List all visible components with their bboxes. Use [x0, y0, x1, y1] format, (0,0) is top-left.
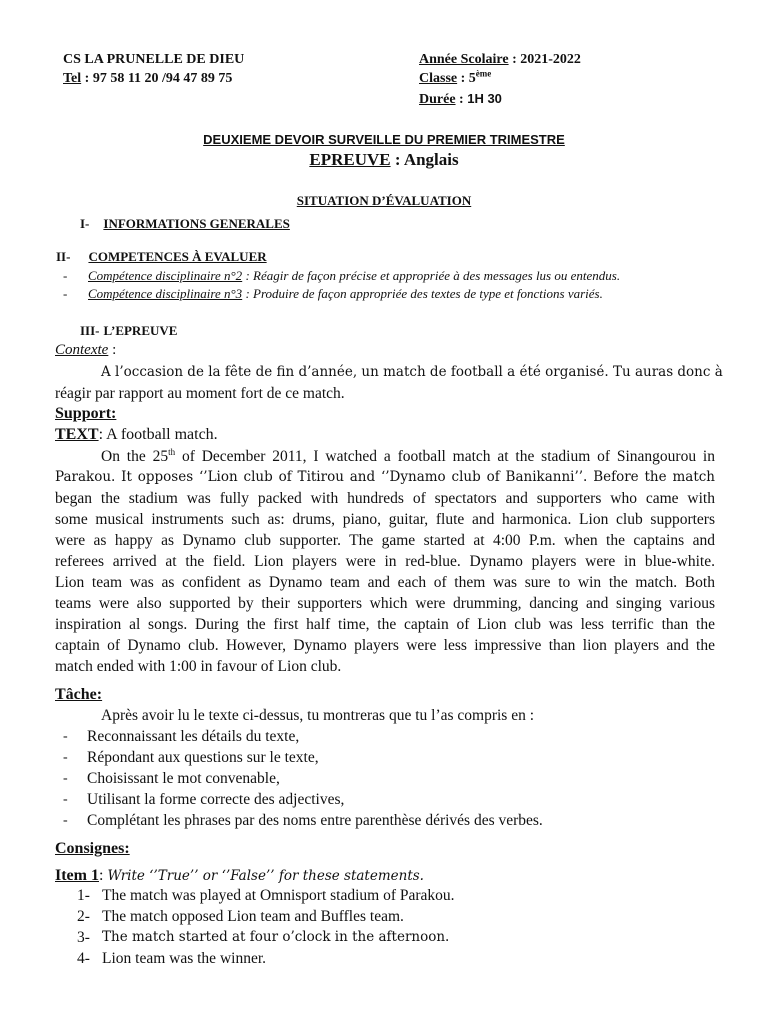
section-3-heading	[80, 323, 177, 339]
class-level	[419, 68, 492, 87]
passage-line: inspiration al songs. During the first half time, the captain of Lion club was less terrific than the	[55, 616, 715, 633]
class-label: Classe	[419, 71, 458, 86]
consignes-label: Consignes:	[55, 840, 130, 857]
tel-value: : 97 58 11 20 /94 47 89 75	[81, 71, 233, 86]
item-1-colon: :	[98, 867, 108, 884]
statement-text: The match started at four o’clock in the afternoon.	[102, 929, 450, 945]
competence-item	[88, 268, 620, 284]
school-name: CS LA PRUNELLE DE DIEU	[63, 52, 245, 67]
passage-line: match ended with 1:00 in favour of Lion club.	[55, 658, 342, 675]
duration	[419, 91, 502, 108]
text-label: TEXT	[55, 426, 99, 443]
duration-label: Durée	[419, 92, 456, 107]
competence-label: Compétence disciplinaire n°3	[88, 286, 243, 301]
passage-line: Parakou. It opposes ‘’Lion club of Titirou and ‘’Dynamo club of Banikanni’’. Before the match	[55, 469, 715, 485]
passage-line: were as happy as Dynamo club supporter. The game started at 4:00 P.m. when the captains and	[55, 532, 715, 549]
year-label: Année Scolaire	[419, 52, 509, 67]
passage-line: Lion team was as confident as Dynamo team and each of them was sure to win the match. Both	[55, 574, 715, 591]
statement-number: 3-	[77, 929, 90, 946]
statement-number: 2-	[77, 908, 90, 925]
tache-item: Répondant aux questions sur le texte,	[87, 749, 319, 766]
text-title: : A football match.	[98, 426, 218, 443]
text-heading	[55, 426, 218, 444]
class-value: : 5	[457, 71, 476, 86]
section-2-heading	[56, 249, 267, 265]
passage-line: some musical instruments such as: drums, piano, guitar, flute and harmonica. Lion club supporters	[55, 511, 715, 528]
class-sup: ème	[475, 68, 492, 79]
competence-text: : Réagir de façon précise et appropriée à des messages lus ou entendus.	[242, 268, 621, 283]
contexte-sep: :	[108, 342, 117, 358]
section-1-title: INFORMATIONS GENERALES	[103, 216, 290, 231]
contexte-line-1: A l’occasion de la fête de fin d’année, un match de football a été organisé. Tu auras donc à	[101, 364, 723, 380]
section-1-heading	[80, 216, 290, 232]
bullet-dash: -	[63, 286, 68, 301]
statement-number: 4-	[77, 950, 90, 967]
statement-text: The match was played at Omnisport stadium of Parakou.	[102, 887, 455, 904]
epreuve-value: : Anglais	[390, 150, 459, 169]
bullet-dash: -	[63, 750, 68, 765]
section-1-num: I-	[80, 216, 90, 231]
section-3-title: L’EPREUVE	[103, 323, 178, 338]
support-label: Support:	[55, 405, 117, 422]
passage-line: On the 25th of December 2011, I watched a football match at the stadium of Sinangourou in	[101, 446, 715, 465]
section-3-num: III-	[80, 323, 100, 338]
epreuve-line	[0, 150, 768, 170]
bullet-dash: -	[63, 268, 68, 283]
duration-value: 1H 30	[467, 91, 502, 106]
tache-item: Reconnaissant les détails du texte,	[87, 728, 300, 745]
statement-text: Lion team was the winner.	[102, 950, 266, 967]
competence-item	[88, 286, 603, 302]
tache-item: Utilisant la forme correcte des adjectives,	[87, 791, 345, 808]
contexte-text	[55, 362, 723, 404]
passage-line: captain of Dynamo club. However, Dynamo players were less impressive than lion players and the	[55, 637, 715, 654]
school-year	[419, 52, 581, 68]
passage-line: teams were also supported by their supporters which were drumming, dancing and singing various	[55, 595, 715, 612]
competence-label: Compétence disciplinaire n°2	[88, 268, 243, 283]
passage-line: began the stadium was fully packed with hundreds of spectators and supporters who came with	[55, 490, 715, 507]
item-1-heading	[55, 867, 424, 885]
situation-title: SITUATION D’ÉVALUATION	[296, 193, 472, 208]
bullet-dash: -	[63, 771, 68, 786]
epreuve-label: EPREUVE	[309, 150, 391, 169]
tache-label: Tâche:	[55, 686, 103, 703]
year-value: : 2021-2022	[508, 52, 581, 67]
statement-text: The match opposed Lion team and Buffles team.	[102, 908, 404, 925]
passage-line: referees arrived at the field. Lion players were in red-blue. Dynamo players were in blue-white.	[55, 553, 715, 570]
tel-label: Tel	[63, 71, 82, 86]
item-1-label: Item 1	[55, 867, 99, 884]
bullet-dash: -	[63, 813, 68, 828]
tache-item: Complétant les phrases par des noms entre parenthèse dérivés des verbes.	[87, 812, 543, 829]
statement-number: 1-	[77, 887, 90, 904]
item-1-instruction: Write ‘’True’’ or ‘’False’’ for these statements.	[107, 868, 424, 884]
tache-item: Choisissant le mot convenable,	[87, 770, 280, 787]
passage	[55, 446, 715, 677]
competence-text: : Produire de façon appropriée des textes de type et fonctions variés.	[242, 286, 603, 301]
exam-title: DEUXIEME DEVOIR SURVEILLE DU PREMIER TRIMESTRE	[203, 132, 565, 147]
school-phone	[63, 71, 232, 87]
bullet-dash: -	[63, 729, 68, 744]
contexte-line-2: réagir par rapport au moment fort de ce match.	[55, 385, 345, 402]
tache-intro: Après avoir lu le texte ci-dessus, tu montreras que tu l’as compris en :	[101, 707, 535, 724]
section-2-title: COMPETENCES À EVALUER	[88, 249, 267, 264]
bullet-dash: -	[63, 792, 68, 807]
duration-sep: :	[455, 92, 468, 107]
section-2-num: II-	[56, 249, 71, 264]
contexte-heading	[55, 342, 116, 359]
contexte-label: Contexte	[55, 342, 109, 358]
